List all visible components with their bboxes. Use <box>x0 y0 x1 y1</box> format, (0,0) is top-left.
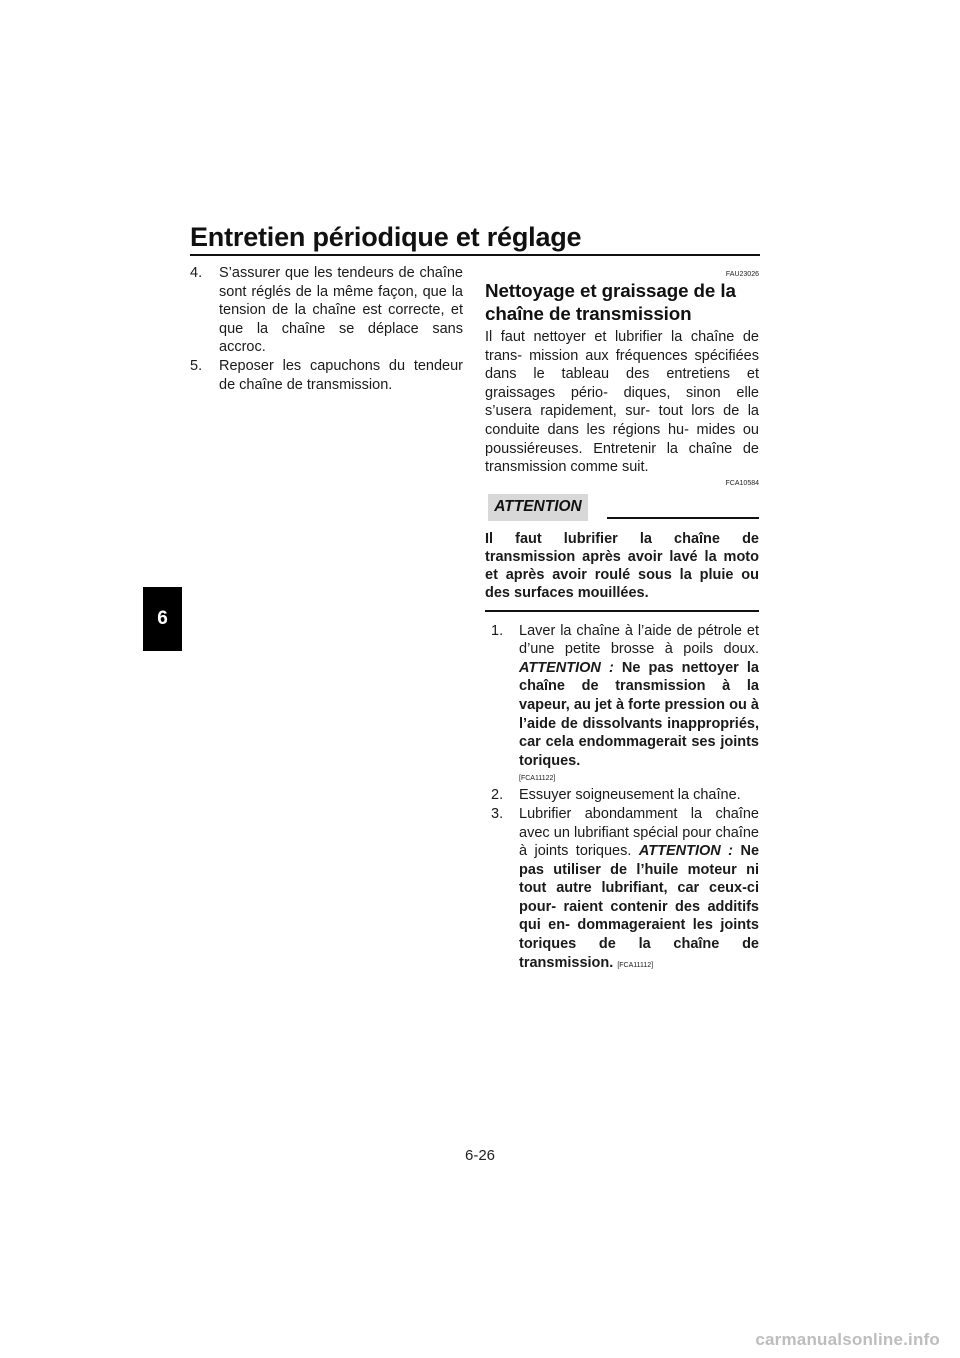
caution-code: FCA10584 <box>725 479 759 487</box>
step-number: 1. <box>491 622 504 639</box>
page-title: Entretien périodique et réglage <box>190 222 582 252</box>
attention-text: Ne pas nettoyer la chaîne de transmission à la vapeur, au jet à forte pression ou à l’aide de dissolvants inappropriés, car cela endommagerait ses joints toriques. <box>519 659 759 769</box>
cleaning-steps <box>485 622 759 976</box>
attention-code: [FCA11112] <box>617 961 654 969</box>
caution-label: ATTENTION <box>488 494 588 521</box>
step-number: 2. <box>491 787 504 804</box>
attention-code: [FCA11122] <box>519 775 556 783</box>
watermark: carmanualsonline.info <box>755 1330 940 1349</box>
step-number: 3. <box>491 805 504 822</box>
section-intro: Il faut nettoyer et lubrifier la chaîne de trans- mission aux fréquences spécifiées dans le tableau des entretiens et graissages pério- diques, sinon elle s’usera rapidement, sur- tout lors de la conduite dans les régions hu- mides ou poussiéreuses. Entretenir la chaîne de transmission comme suit. <box>485 329 759 476</box>
caution-rule <box>607 517 759 519</box>
chapter-tab: 6 <box>143 587 182 651</box>
caution-text: Il faut lubrifier la chaîne de transmission après avoir lavé la moto et après avoir roulé sous la pluie ou des surfaces mouillées. <box>485 530 759 602</box>
page-number: 6-26 <box>464 1147 496 1164</box>
step-3 <box>491 805 759 975</box>
section-heading: Nettoyage et graissage de la chaîne de transmission <box>485 280 736 324</box>
step-text: Laver la chaîne à l’aide de pétrole et d’une petite brosse à poils doux. <box>519 622 759 658</box>
step-5 <box>190 357 463 394</box>
step-number: 4. <box>190 265 203 281</box>
step-2 <box>491 786 759 805</box>
right-column <box>485 270 759 975</box>
step-text: Reposer les capuchons du tendeur de chaîne de transmission. <box>219 357 463 393</box>
title-rule <box>190 254 760 256</box>
attention-label: ATTENTION : <box>519 659 614 676</box>
step-number: 5. <box>190 357 203 374</box>
step-4 <box>190 264 463 357</box>
step-text: S’assurer que les tendeurs de chaîne sont réglés de la même façon, que la tension de la chaîne est correcte, et que la chaîne se déplace sans accroc. <box>219 265 463 356</box>
attention-label: ATTENTION : <box>638 843 734 860</box>
caution-end-rule <box>485 610 759 612</box>
section-code: FAU23026 <box>725 271 759 278</box>
step-text: Essuyer soigneusement la chaîne. <box>519 787 741 804</box>
caution-header <box>485 494 759 524</box>
step-text: Lubrifier abondamment la chaîne avec un lubrifiant spécial pour chaîne à joints toriques. <box>519 805 759 860</box>
attention-text: Ne pas utiliser de l’huile moteur ni tout autre lubrifiant, car ceux-ci pour- raient contenir des additifs qui en- dommageraient les joints toriques de la chaîne de transmission. <box>519 843 760 971</box>
step-1 <box>491 622 759 787</box>
left-column <box>190 264 463 394</box>
